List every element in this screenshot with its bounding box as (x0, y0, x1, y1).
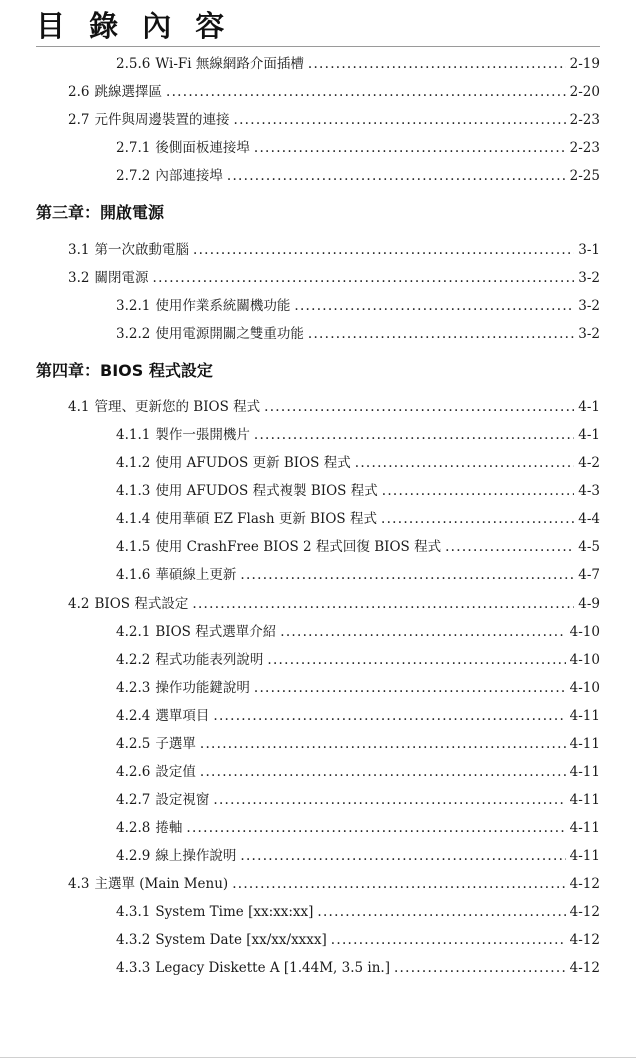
chapter-heading-4[interactable]: 第四章：BIOS 程式設定 (36, 361, 213, 380)
entry-number: 3.2.1 (116, 298, 151, 314)
toc-entry-4-2-4[interactable] (0, 704, 636, 728)
toc-entry-4-1-3[interactable] (0, 479, 636, 503)
toc-entry-4-1-4[interactable] (0, 507, 636, 531)
toc-entry-4-2-2[interactable] (0, 648, 636, 672)
dot-leader (166, 80, 566, 104)
entry-page: 4-4 (578, 511, 600, 527)
toc-entry-2-7-2[interactable] (0, 164, 636, 188)
entry-title: 跳線選擇區 (94, 84, 162, 100)
entry-title: 使用作業系統關機功能 (155, 298, 291, 314)
entry-title: 元件與周邊裝置的連接 (94, 112, 230, 128)
entry-number: 2.7.2 (116, 168, 151, 184)
dot-leader (200, 732, 566, 756)
dot-leader (152, 266, 574, 290)
entry-page: 4-9 (578, 596, 600, 612)
entry-title: Legacy Diskette A [1.44M, 3.5 in.] (155, 960, 390, 976)
title-divider (36, 46, 600, 47)
entry-number: 4.1 (68, 399, 90, 415)
toc-entry-4-2-6[interactable] (0, 760, 636, 784)
entry-title: 內部連接埠 (155, 168, 223, 184)
entry-title: 關閉電源 (94, 270, 149, 286)
entry-title: System Time [xx:xx:xx] (155, 904, 314, 920)
dot-leader (254, 423, 574, 447)
entry-number: 4.1.1 (116, 427, 151, 443)
entry-page: 4-10 (569, 652, 600, 668)
entry-page: 4-3 (578, 483, 600, 499)
dot-leader (331, 928, 566, 952)
entry-page: 4-11 (569, 736, 600, 752)
entry-page: 2-23 (569, 112, 600, 128)
dot-leader (186, 816, 565, 840)
entry-number: 3.2.2 (116, 326, 151, 342)
entry-title: 使用華碩 EZ Flash 更新 BIOS 程式 (155, 511, 377, 527)
toc-entry-4-2[interactable] (0, 592, 636, 616)
dot-leader (200, 760, 566, 784)
dot-leader (355, 451, 575, 475)
entry-title: BIOS 程式設定 (94, 596, 189, 612)
dot-leader (294, 294, 574, 318)
dot-leader (192, 592, 574, 616)
entry-page: 2-25 (569, 168, 600, 184)
dot-leader (193, 238, 574, 262)
entry-title: 後側面板連接埠 (155, 140, 250, 156)
entry-page: 2-23 (569, 140, 600, 156)
entry-title: 線上操作說明 (155, 848, 237, 864)
dot-leader (213, 704, 565, 728)
entry-title: 華碩線上更新 (155, 567, 237, 583)
toc-entry-4-1-6[interactable] (0, 563, 636, 587)
toc-entry-4-2-9[interactable] (0, 844, 636, 868)
toc-entry-4-3-3[interactable] (0, 956, 636, 980)
entry-title: 管理、更新您的 BIOS 程式 (94, 399, 261, 415)
dot-leader (382, 479, 575, 503)
entry-page: 4-11 (569, 792, 600, 808)
entry-title: 捲軸 (155, 820, 183, 836)
entry-number: 2.7 (68, 112, 90, 128)
entry-number: 4.2 (68, 596, 90, 612)
entry-title: 使用電源開關之雙重功能 (155, 326, 304, 342)
entry-number: 4.1.3 (116, 483, 151, 499)
entry-number: 4.1.6 (116, 567, 151, 583)
entry-page: 2-19 (569, 56, 600, 72)
entry-title: 使用 AFUDOS 程式複製 BIOS 程式 (155, 483, 378, 499)
entry-page: 4-2 (578, 455, 600, 471)
toc-entry-4-2-8[interactable] (0, 816, 636, 840)
entry-number: 4.3.3 (116, 960, 151, 976)
entry-page: 4-11 (569, 764, 600, 780)
entry-page: 3-2 (578, 326, 600, 342)
entry-number: 2.7.1 (116, 140, 151, 156)
dot-leader (308, 52, 566, 76)
entry-number: 4.3.2 (116, 932, 151, 948)
entry-title: System Date [xx/xx/xxxx] (155, 932, 327, 948)
toc-entry-4-1-1[interactable] (0, 423, 636, 447)
entry-number: 4.2.5 (116, 736, 151, 752)
entry-number: 4.1.2 (116, 455, 151, 471)
toc-entry-4-1-2[interactable] (0, 451, 636, 475)
dot-leader (308, 322, 574, 346)
toc-entry-4-3-2[interactable] (0, 928, 636, 952)
entry-page: 4-12 (569, 932, 600, 948)
dot-leader (280, 620, 565, 644)
entry-page: 3-2 (578, 298, 600, 314)
entry-title: 主選單 (Main Menu) (94, 876, 229, 892)
toc-entry-4-1[interactable] (0, 395, 636, 419)
entry-title: BIOS 程式選單介紹 (155, 624, 277, 640)
entry-title: Wi-Fi 無線網路介面插槽 (155, 56, 304, 72)
entry-number: 4.2.7 (116, 792, 151, 808)
toc-entry-2-7-1[interactable] (0, 136, 636, 160)
entry-title: 選單項目 (155, 708, 210, 724)
toc-title: 目 錄 內 容 (36, 9, 232, 43)
chapter-heading-3[interactable]: 第三章：開啟電源 (36, 203, 165, 222)
dot-leader (240, 844, 565, 868)
toc-entry-4-2-7[interactable] (0, 788, 636, 812)
entry-number: 4.2.8 (116, 820, 151, 836)
entry-page: 4-10 (569, 624, 600, 640)
entry-page: 4-10 (569, 680, 600, 696)
toc-entry-2-5-6[interactable] (0, 52, 636, 76)
dot-leader (233, 108, 565, 132)
entry-title: 製作一張開機片 (155, 427, 250, 443)
entry-page: 4-12 (569, 960, 600, 976)
entry-number: 4.3.1 (116, 904, 151, 920)
toc-entry-3-2[interactable] (0, 266, 636, 290)
dot-leader (381, 507, 574, 531)
dot-leader (254, 676, 566, 700)
entry-number: 4.1.4 (116, 511, 151, 527)
entry-page: 4-1 (578, 399, 600, 415)
dot-leader (232, 872, 565, 896)
entry-number: 4.3 (68, 876, 90, 892)
dot-leader (227, 164, 566, 188)
entry-page: 4-12 (569, 876, 600, 892)
entry-page: 4-12 (569, 904, 600, 920)
toc-entry-4-3[interactable] (0, 872, 636, 896)
entry-number: 2.6 (68, 84, 90, 100)
entry-page: 2-20 (569, 84, 600, 100)
toc-entry-4-3-1[interactable] (0, 900, 636, 924)
entry-title: 程式功能表列說明 (155, 652, 264, 668)
entry-title: 使用 CrashFree BIOS 2 程式回復 BIOS 程式 (155, 539, 442, 555)
dot-leader (254, 136, 566, 160)
toc-entry-4-2-5[interactable] (0, 732, 636, 756)
entry-page: 3-2 (578, 270, 600, 286)
toc-entry-4-2-3[interactable] (0, 676, 636, 700)
entry-title: 設定視窗 (155, 792, 210, 808)
entry-page: 4-1 (578, 427, 600, 443)
entry-page: 4-11 (569, 708, 600, 724)
dot-leader (213, 788, 565, 812)
entry-title: 第一次啟動電腦 (94, 242, 189, 258)
dot-leader (394, 956, 566, 980)
entry-number: 4.2.3 (116, 680, 151, 696)
entry-page: 3-1 (578, 242, 600, 258)
toc-entry-4-1-5[interactable] (0, 535, 636, 559)
entry-page: 4-11 (569, 820, 600, 836)
toc-entry-3-2-2[interactable] (0, 322, 636, 346)
entry-number: 4.1.5 (116, 539, 151, 555)
entry-page: 4-11 (569, 848, 600, 864)
entry-title: 操作功能鍵說明 (155, 680, 250, 696)
entry-number: 4.2.2 (116, 652, 151, 668)
dot-leader (240, 563, 574, 587)
toc-entry-3-1[interactable] (0, 238, 636, 262)
entry-number: 4.2.6 (116, 764, 151, 780)
entry-page: 4-7 (578, 567, 600, 583)
toc-entry-4-2-1[interactable] (0, 620, 636, 644)
entry-number: 4.2.9 (116, 848, 151, 864)
entry-number: 3.1 (68, 242, 90, 258)
entry-title: 使用 AFUDOS 更新 BIOS 程式 (155, 455, 351, 471)
dot-leader (264, 395, 574, 419)
dot-leader (267, 648, 565, 672)
entry-number: 2.5.6 (116, 56, 151, 72)
entry-number: 4.2.1 (116, 624, 151, 640)
toc-entry-2-7[interactable] (0, 108, 636, 132)
footer-divider (0, 1057, 636, 1058)
entry-title: 設定值 (155, 764, 196, 780)
entry-number: 4.2.4 (116, 708, 151, 724)
dot-leader (445, 535, 574, 559)
entry-number: 3.2 (68, 270, 90, 286)
toc-entry-3-2-1[interactable] (0, 294, 636, 318)
entry-title: 子選單 (155, 736, 196, 752)
toc-entry-2-6[interactable] (0, 80, 636, 104)
dot-leader (317, 900, 565, 924)
entry-page: 4-5 (578, 539, 600, 555)
